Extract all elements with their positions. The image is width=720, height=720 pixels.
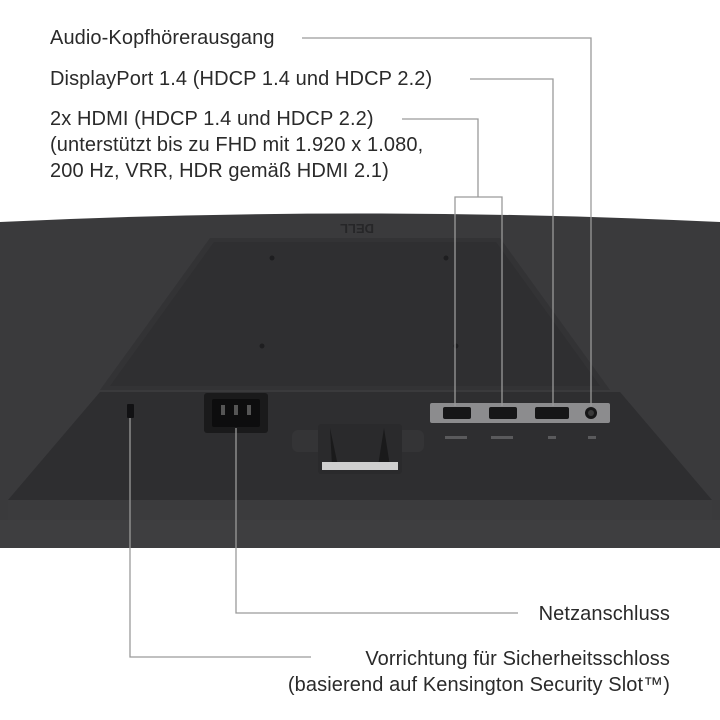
security-lock-label-line: (basierend auf Kensington Security Slot™)	[287, 674, 670, 696]
kensington-slot	[127, 404, 134, 418]
hdmi-label	[50, 106, 423, 184]
hdmi-label-line: 200 Hz, VRR, HDR gemäß HDMI 2.1)	[50, 160, 389, 182]
audio-output-label: Audio-Kopfhörerausgang	[50, 27, 275, 49]
hdmi-port-1	[443, 407, 471, 419]
hdmi-label-line: (unterstützt bis zu FHD mit 1.920 x 1.080,	[50, 134, 424, 156]
hdmi-label-line: 2x HDMI (HDCP 1.4 und HDCP 2.2)	[50, 108, 374, 130]
displayport-port	[535, 407, 569, 419]
power-connector-label: Netzanschluss	[538, 603, 670, 625]
vesa-hole	[444, 256, 449, 261]
vesa-hole	[454, 344, 459, 349]
vesa-hole	[270, 256, 275, 261]
security-lock-label-line: Vorrichtung für Sicherheitsschloss	[365, 648, 670, 670]
security-lock-label	[288, 646, 670, 698]
displayport-label: DisplayPort 1.4 (HDCP 1.4 und HDCP 2.2)	[50, 68, 433, 90]
hdmi-port-2	[489, 407, 517, 419]
dell-logo: DELL	[340, 221, 374, 236]
vesa-hole	[260, 344, 265, 349]
